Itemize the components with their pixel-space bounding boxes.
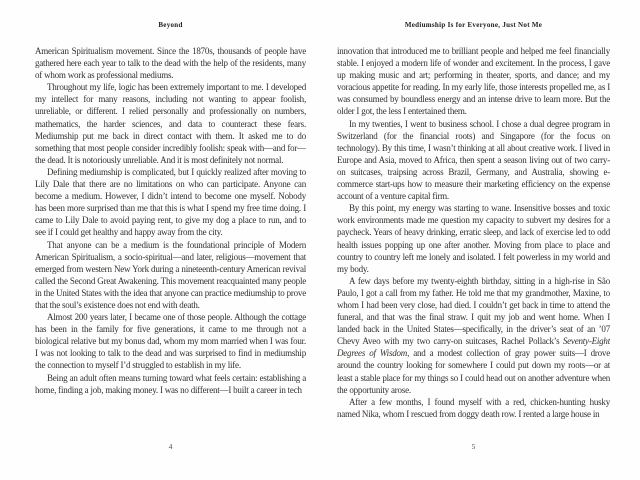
- text-segment: Being an adult often means turning toward what feels certain: establishing a home, finding a job, making money. I was no different—I built a career in tech: [35, 372, 306, 395]
- text-segment: A few days before my twenty-eighth birthday, sitting in a high-rise in São Paulo, I got a call from my father. He told me that my grandmother, Maxine, to whom I had been very close, had died. I couldn’t get back in time to attend the funeral, and that was the final straw. I quit my job and went home. When I landed back in the United States—specifically, in the driver’s seat of an ’07 Chevy Aveo with my two carry-on suitcases, Rachel Pollack’s: [337, 275, 610, 347]
- text-segment: Almost 200 years later, I became one of those people. Although the cottage has been in the family for five generations, it came to me through not a biological relative but my bonus dad, whom my mom married when I was four. I was not looking to talk to the dead and was surprised to find in mediumship the connection to myself I’d struggled to establish in my life.: [35, 312, 306, 371]
- page-body-right: [337, 45, 610, 441]
- paragraph: [35, 45, 306, 81]
- page-verso[interactable]: [35, 0, 306, 480]
- paragraph: [337, 118, 610, 203]
- paragraph: [337, 396, 610, 420]
- page-number-right: 5: [471, 442, 476, 451]
- page-number-left: 4: [168, 442, 173, 451]
- running-head-right: Mediumship Is for Everyone, Just Not Me: [404, 21, 543, 29]
- text-segment: American Spiritualism movement. Since the 1870s, thousands of people have gathered here each year to talk to the dead with the help of the residents, many of whom work as professional mediums.: [35, 46, 306, 81]
- text-segment: , and a modest collection of gray power suits—I drove around the country looking for somewhere I could put down my roots—or at least a stable place for my things so I could head out on another adventure when the opportunity arose.: [337, 348, 610, 395]
- paragraph: [337, 202, 610, 275]
- paragraph: [35, 372, 306, 396]
- paragraph: [35, 81, 306, 166]
- paragraph: [337, 275, 610, 396]
- paragraph: [337, 45, 610, 118]
- text-segment: Throughout my life, logic has been extremely important to me. I developed my intellect for many reasons, including not wanting to appear foolish, unreliable, or different. I relied personally and professionally on numbers, mathematics, the harder sciences, and data to counteract these fears. Mediumship put me back in direct contact with them. It asked me to do something that most people consider incredibly foolish: speak with—and for—the dead. It is notoriously unreliable. And it is most definitely not normal.: [35, 82, 306, 165]
- text-segment: After a few months, I found myself with a red, chicken-hunting husky named Nika, whom I rescued from doggy death row. I rented a large house in: [337, 396, 610, 419]
- text-segment: That anyone can be a medium is the foundational principle of Modern American Spiritualism, a socio-spiritual—and later, religious—movement that emerged from western New York during a nineteenth-century American revival called the Second Great Awakening. This movement reacquainted many people in the United States with the idea that anyone can practice mediumship to prove that the soul’s existence does not end with death.: [35, 239, 306, 310]
- running-head-left: Beyond: [158, 21, 183, 29]
- paragraph: [35, 239, 306, 312]
- text-segment: Defining mediumship is complicated, but I quickly realized after moving to Lily Dale that there are no limitations on who can participate. Anyone can become a medium. However, I didn’t intend to become one myself. Nobody has been more surprised than me that this is what I spend my free time doing. I came to Lily Dale to avoid paying rent, to give my dog a place to run, and to see if I could get healthy and happy away from the city.: [35, 166, 306, 238]
- book-title-italic: Seventy-Eight Degrees of Wisdom: [337, 336, 610, 359]
- page-body-left: [35, 45, 306, 441]
- text-segment: By this point, my energy was starting to wane. Insensitive bosses and toxic work environments made me question my capacity to subvert my desires for a paycheck. Years of heavy drinking, erratic sleep, and lack of exercise led to odd health issues popping up one after another. Moving from place to place and country to country left me lonely and isolated. I felt powerless in my world and my body.: [337, 203, 610, 274]
- page-recto[interactable]: [337, 0, 610, 480]
- paragraph: [35, 311, 306, 371]
- paragraph: [35, 166, 306, 239]
- text-segment: innovation that introduced me to brilliant people and helped me feel financially stable. I enjoyed a modern life of wonder and excitement. In the process, I gave up making music and art; performing in theater, sports, and dance; and my voracious appetite for reading. In my early life, those interests propelled me, as I was consumed by boundless energy and an intense drive to learn more. But the older I got, the less I entertained them.: [337, 46, 610, 117]
- text-segment: In my twenties, I went to business school. I chose a dual degree program in Switzerland (for the financial roots) and Singapore (for the focus on technology). By this time, I wasn’t thinking at all about creative work. I lived in Europe and Asia, moved to Africa, then spent a season living out of two carry-on suitcases, traipsing across Brazil, Germany, and Australia, showing e-commerce start-ups how to measure their marketing efficiency on the expense account of a venture capital firm.: [337, 118, 610, 202]
